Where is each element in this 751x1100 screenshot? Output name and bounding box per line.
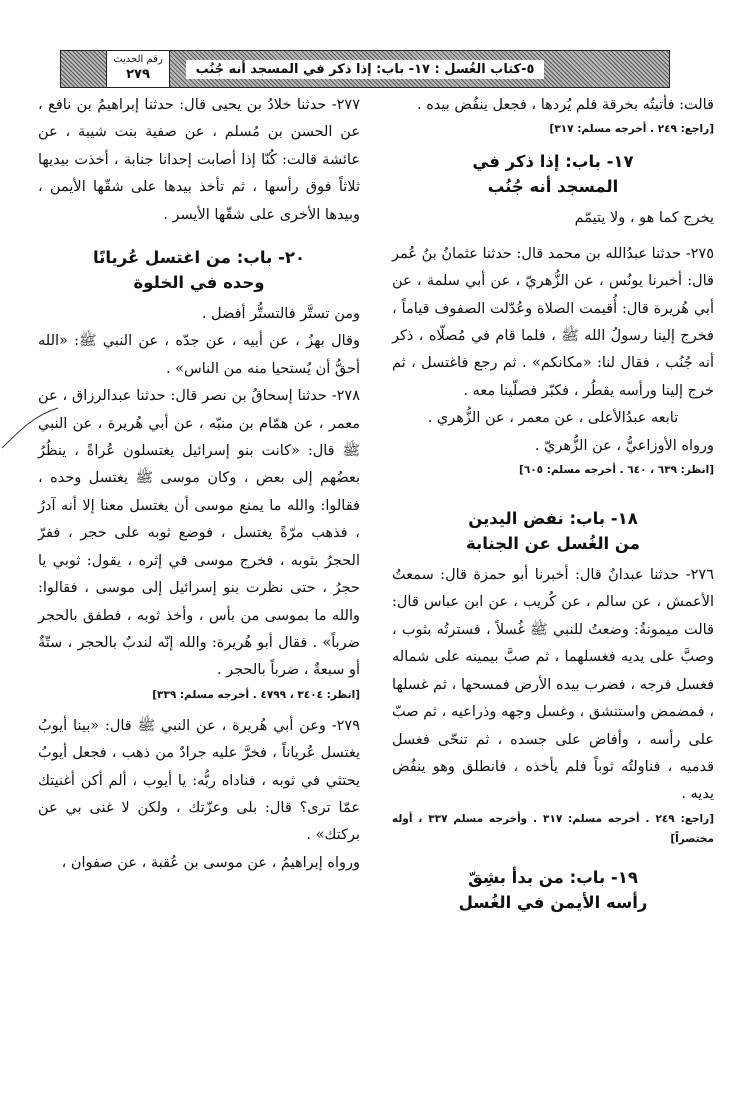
- rawah-note: ورواه إبراهيمُ ، عن موسى بن عُقبة ، عن صفوان ،: [61, 854, 360, 871]
- bahz-narration: وقال بهزُ ، عن أبيه ، عن جدّه ، عن النبي ﷺ: «الله أحقُّ أن يُستحيا منه من الناس» .: [38, 333, 360, 377]
- running-header-title: ٥-كتاب الغُسل : ١٧- باب: إذا ذكر في المسجد أنه جُنُب: [186, 60, 545, 79]
- hadith-number-box: [106, 50, 170, 88]
- chapter-heading-19: [392, 865, 714, 915]
- chapter-heading-line: وحده في الخلوة: [133, 273, 265, 293]
- tabaa-note: تابعه عبدُالأعلى ، عن معمر ، عن الزُّهري .: [427, 410, 679, 427]
- hadith-278: ٢٧٨- حدثنا إسحاقُ بن نصر قال: حدثنا عبدالرزاق ، عن معمر ، عن همّام بن منبّه ، عن أبي هُريرة ، عن النبي ﷺ قال: «كانت بنو إسرائيل يغتسلون عُراةً ، ينظُرُ بعضُهم إلى بعض ، وكان موسى ﷺ يغتسل وحده ، فقالوا: والله ما يمنع موسى أن يغتسل معنا إلا أنه آدرُ ، فذهب مرّةً يغتسل ، فوضع ثوبه على حجر ، ففرّ الحجرُ بثوبه ، فخرج موسى في إثره ، يقول: ثوبي يا حجرُ ، حتى نظرت بنو إسرائيل إلى موسى ، فقالوا: والله ما بموسى من بأس ، وأخذ ثوبه ، فطفق بالحجر ضرباً» . فقال أبو هُريرة: والله إنّه لندبٌ بالحجر ، ستّةٌ أو سبعةٌ ، ضرباً بالحجر .: [38, 388, 360, 679]
- hadith-number: ٢٧٩: [126, 67, 150, 82]
- reference-note: [راجع: ٢٤٩ . أخرجه مسلم: ٣١٧]: [549, 123, 714, 136]
- chapter-note: يخرج كما هو ، ولا يتيمّم: [574, 210, 714, 227]
- chapter-heading-20: [38, 245, 360, 295]
- hadith-279: ٢٧٩- وعن أبي هُريرة ، عن النبي ﷺ قال: «بينا أيوبُ يغتسل عُرياناً ، فخرَّ عليه جرادٌ من ذهب ، فجعل أيوبُ يحتثي في ثوبه ، فناداه ربُّه: يا أيوب ، ألم أكن أغنيتك عمّا ترى؟ قال: بلى وعزّتك ، ولكن لا غنى بي عن بركتك» .: [38, 717, 360, 844]
- chapter-heading-17: [392, 149, 714, 199]
- hadith-275: ٢٧٥- حدثنا عبدُالله بن محمد قال: حدثنا عثمانُ بنُ عُمر قال: أخبرنا يونُس ، عن الزُّهريّ ، عن أبي سلمة ، عن أبي هُريرة قال: أُقيمت الصلاة وعُدّلت الصفوف قياماً ، فخرج إلينا رسولُ الله ﷺ ، فلما قام في مُصلّاه ، ذكر أنه جُنُب ، فقال لنا: «مكانكم» . ثم رجع فاغتسل ، ثم خرج إلينا ورأسه يقطُر ، فكبّر فصلّينا معه .: [392, 245, 714, 399]
- reference-note: [انظر: ٣٤٠٤ ، ٤٧٩٩ . أخرجه مسلم: ٣٣٩]: [152, 688, 360, 701]
- chapter-heading-18: [392, 506, 714, 556]
- paragraph-continuation: قالت: فأتيتُه بخرقة فلم يُردها ، فجعل ينفُض بيده .: [416, 97, 714, 113]
- chapter-heading-line: ١٩- باب: من بدأ بشِقّ: [468, 867, 638, 887]
- chapter-heading-line: ٢٠- باب: من اغتسل عُريانًا: [92, 248, 306, 268]
- hadith-number-label: رقم الحديث: [113, 54, 163, 65]
- chapter-note: ومن تستَّر فالتستُّر أفضل .: [201, 306, 360, 323]
- margin-pen-mark: [0, 360, 60, 450]
- rawah-note: ورواه الأوزاعيُّ ، عن الزُّهريّ .: [534, 437, 714, 454]
- hadith-277: ٢٧٧- حدثنا خلادُ بن يحيى قال: حدثنا إبراهيمُ بن نافع ، عن الحسن بن مُسلم ، عن صفية بنت شيبة ، عن عائشة قالت: كُنّا إذا أصابت إحدانا جنابة ، أخذت بيديها ثلاثاً فوق رأسها ، ثم تأخذ بيدها على شقّها الأيمن ، وبيدها الأخرى على شقّها الأيسر .: [38, 97, 360, 223]
- hadith-276: ٢٧٦- حدثنا عبدانُ قال: أخبرنا أبو حمزة قال: سمعتُ الأعمش ، عن سالم ، عن كُريب ، عن ابن عباس قال: قالت ميمونةُ: وضعتُ للنبي ﷺ غُسلاً ، فسترتُه بثوب ، وصبَّ على يديه فغسلهما ، ثم صبَّ بيمينه على شماله فغسل فرجه ، فضرب بيده الأرض فمسحها ، ثم غسلها ، فمضمض واستنشق ، وغسل وجهه وذراعيه ، ثم صبّ على رأسه ، وأفاض على جسده ، ثم تنحّى فغسل قدميه ، فناولتُه ثوباً فلم يأخذه ، فانطلق وهو ينفُض يديه .: [392, 567, 714, 803]
- chapter-heading-line: المسجد أنه جُنُب: [487, 177, 619, 197]
- reference-note: [راجع: ٢٤٩ . أخرجه مسلم: ٣١٧ . وأخرجه مسلم ٣٣٧ ، أوله مختصراً]: [392, 812, 715, 845]
- left-column: [38, 92, 360, 877]
- chapter-heading-line: ١٧- باب: إذا ذكر في: [472, 152, 634, 172]
- right-column: [392, 92, 714, 921]
- chapter-heading-line: من الغُسل عن الجنابة: [466, 534, 640, 554]
- reference-note: [انظر: ٦٣٩ ، ٦٤٠ . أخرجه مسلم: ٦٠٥]: [519, 464, 714, 477]
- chapter-heading-line: رأسه الأيمن في الغُسل: [458, 892, 648, 912]
- chapter-heading-line: ١٨- باب: نفض اليدين: [468, 509, 638, 529]
